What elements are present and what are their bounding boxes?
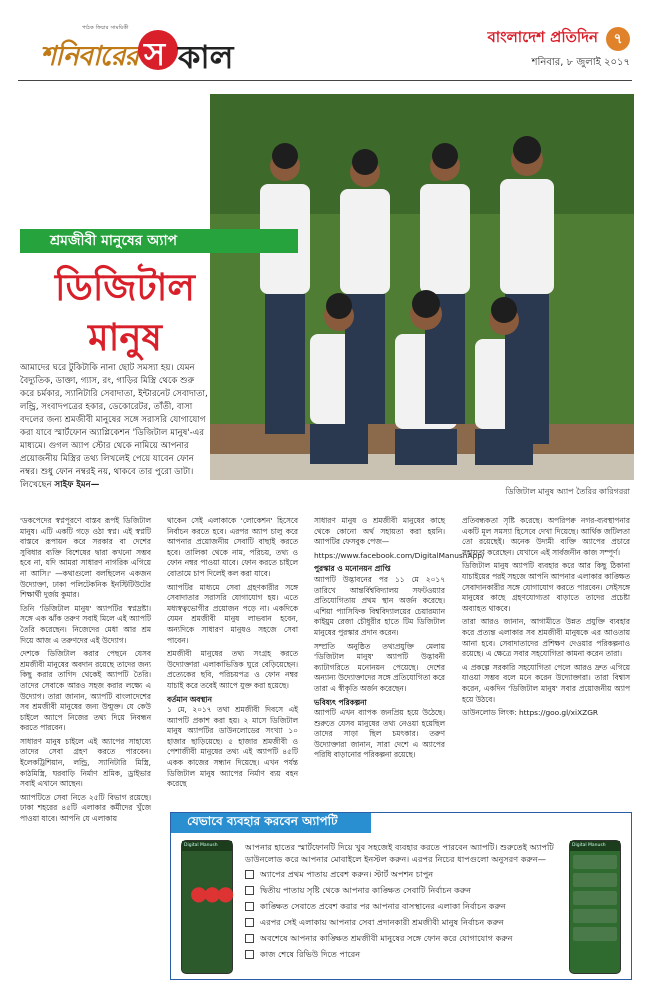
paragraph: তিনি 'ডিজিটাল মানুষ' অ্যাপটির স্বপ্নদ্রষ্টা। সঙ্গে এক ঝাঁক তরুণ সবাই মিলে এই অ্যাপটি তৈরি করেছেন। নিজেদের মেধা আর শ্রম দিয়ে আজ এ তরুণদের এই উদ্যোগ। bbox=[20, 603, 151, 645]
howto-text bbox=[245, 841, 563, 965]
howto-step: অ্যাপের প্রথম পাতায় প্রবেশ করুন। স্টার্ট অপশন চাপুন bbox=[245, 869, 563, 880]
paragraph: ১ মে, ২০১৭ তথা শ্রমজীবী দিবসে এই অ্যাপটি প্রকাশ করা হয়। ২ মাসে ডিজিটাল মানুষ অ্যাপটির ডাউনলোডের সংখ্যা ১০ হাজার ছাড়িয়েছে। ৫ হাজার শ্রমজীবী ও পেশাজীবী মানুষের তথ্য এই অ্যাপটি ৪৫টি একক কাজের সন্ধান দিয়েছে। এখন পর্যন্ত ডিজিটাল মানুষ অ্যাপের নির্মাণ ব্যয় বহন করেছে bbox=[167, 705, 298, 789]
logo-kal: কাল bbox=[178, 38, 234, 76]
paragraph: 'ডকপেদের স্বপ্নপূরণে বাস্তব রূপই ডিজিটাল মানুষ। এটি একটি গড়ে ওঠা স্বপ্ন। এই স্বপ্নটি বাস্তবে রূপায়ন করে সরকার বা দেশের সুবিধার ব্যক্তি বিশেষের দ্বারা কখনো সম্ভব হবে না, যদি আমরা সাধারণ নাগরিক এগিয়ে না আসি।' —কথাগুলো বলছিলেন একজন উদ্যোক্তা, ঢাকা পলিটেকনিক ইনস্টিটিউটের শিক্ষার্থী দুর্জয় কুমার। bbox=[20, 516, 151, 600]
body-column-2 bbox=[167, 516, 298, 806]
phone-app-bar: Digital Manush bbox=[570, 841, 620, 851]
checkbox-icon bbox=[245, 870, 254, 879]
byline: সাইফ ইমন— bbox=[54, 480, 100, 490]
howto-intro: আপনার হাতের স্মার্টফোনটি দিয়ে খুব সহজেই ব্যবহার করতে পারবেন অ্যাপটি। শুরুতেই অ্যাপটি ডাউনলোড করে আপনার মোবাইলে ইনস্টল করুন। এরপর নিচের ধাপগুলো অনুসরণ করুন— bbox=[245, 842, 554, 864]
list-item bbox=[573, 855, 617, 869]
article-headline bbox=[20, 262, 230, 362]
checkbox-icon bbox=[245, 902, 254, 911]
paragraph: সাধারণ মানুষ চাইলে এই অ্যাপের সাহায্যে তাদের সেবা গ্রহণ করতে পারবেন। ইলেকট্রিশিয়ান, লন্ড্রি, স্যানিটারি মিস্ত্রি, কাঠমিস্ত্রি, ঘরবাড়ি নির্মাণ শ্রমিক, ড্রাইভার সবাই এখানে আছেন। bbox=[20, 736, 151, 789]
paragraph: ডিজিটাল মানুষ অ্যাপটি ব্যবহার করে আর কিছু ঠিকানা যাচাইয়ের পরই সহজে আপনি আপনার এলাকার কাঙ্ক্ষিত সেবাদানকারীর সঙ্গে যোগাযোগ করতে পারবেন। সেইসঙ্গে মানুষের কাছে গ্রহণযোগ্যতা বাড়াতে তাদের প্রচেষ্টা অব্যাহত থাকবে। bbox=[462, 561, 630, 613]
paragraph: সাধারণ মানুষ ও শ্রমজীবী মানুষের কাছে থেকে কোনো অর্থ সহায়তা করা হয়নি। অ্যাপটির ফেসবুক পেজ— bbox=[314, 516, 445, 547]
checkbox-icon bbox=[245, 950, 254, 959]
header-divider bbox=[18, 80, 632, 81]
paragraph: অ্যাপটি উদ্ভাবনের পর ১১ মে ২০১৭ তারিখে আন্তর্বিশ্ববিদ্যালয় সফটওয়্যার প্রতিযোগিতায় প্রথম স্থান অর্জন করেছে। এশিয়া প্যাসিফিক বিশ্ববিদ্যালয়ের চেয়ারম্যান কাইয়ুম রেজা চৌধুরীর হাতে টিম ডিজিটাল মানুষের পুরস্কার প্রদান করেন। bbox=[314, 574, 445, 637]
logo-s-letter: স bbox=[144, 35, 166, 73]
paragraph: এ প্রকল্পে সরকারি সহযোগিতা পেলে আরও দ্রুত এগিয়ে যাওয়া সম্ভব বলে মনে করেন উদ্যোক্তারা। তারা বিশ্বাস করেন, একদিন 'ডিজিটাল মানুষ' সবার প্রয়োজনীয় অ্যাপ হয়ে উঠবে। bbox=[462, 662, 630, 704]
download-link[interactable]: ডাউনলোড লিংক: https://goo.gl/xiXZGR bbox=[462, 708, 599, 718]
subheading: ভবিষ্যৎ পরিকল্পনা bbox=[314, 697, 367, 707]
headline-line-1: ডিজিটাল bbox=[55, 265, 195, 309]
masthead bbox=[0, 0, 650, 90]
newspaper-logo bbox=[20, 12, 234, 76]
list-item bbox=[573, 873, 617, 887]
article-intro bbox=[20, 362, 210, 492]
body-column-4 bbox=[462, 516, 630, 806]
phone-screenshot-left bbox=[181, 840, 233, 974]
page-number-badge: ৭ bbox=[606, 27, 630, 51]
facebook-link[interactable]: https://www.facebook.com/DigitalManushApp/ bbox=[314, 550, 485, 560]
people-icon: ●●● bbox=[190, 881, 231, 905]
body-column-3 bbox=[314, 516, 485, 806]
howto-box bbox=[170, 812, 632, 980]
list-item bbox=[573, 927, 617, 941]
paragraph: প্রতিবন্ধকতা সৃষ্টি করেছে। অপরিপক্ব নগর-ব্যবস্থাপনার একটি মূল সমস্যা হিসেবে দেখা দিয়েছে। আর্থিক জটিলতা তো রয়েছেই। অনেক উদ্যমী ব্যক্তি অ্যাপের প্রচারে সহায়তা করেছেন। যেখানে এই সার্বজনীন কাজ সম্পূর্ণ। bbox=[462, 516, 630, 557]
photo-caption: ডিজিটাল মানুষ অ্যাপ তৈরির কারিগররা bbox=[505, 487, 630, 496]
list-item bbox=[573, 891, 617, 905]
paragraph: শ্রমজীবী মানুষের তথ্য সংগ্রহ করতে উদ্যোক্তারা এলাকাভিত্তিক ঘুরে বেড়িয়েছেন। প্রত্যেকের ছবি, পরিচয়পত্র ও ফোন নম্বর যাচাই করে তবেই অ্যাপে যুক্ত করা হয়েছে। bbox=[167, 649, 298, 690]
body-column-1 bbox=[20, 516, 151, 930]
paragraph: অ্যাপটিতে সেবা নিতে ২৫টি বিভাগ রয়েছে। ঢাকা শহরের ৪৫টি এলাকার কর্মীদের খুঁজে পাওয়া যাবে। আপনি যে এলাকায় bbox=[20, 792, 151, 824]
phone-screenshot-right bbox=[569, 840, 621, 974]
paragraph: অ্যাপটি এখন ব্যাপক জনপ্রিয় হয়ে উঠেছে। শুরুতে যেসব মানুষের তথ্য নেওয়া হয়েছিল তাদের সাড়া ছিল চমৎকার। তরুণ উদ্যোক্তারা জানান, সারা দেশে এ অ্যাপের পরিধি বাড়ানোর পরিকল্পনা রয়েছে। bbox=[314, 708, 445, 760]
logo-tagline: পাঠক ফিচার সাময়িকী bbox=[82, 25, 129, 31]
intro-text: আমাদের ঘরে টুকিটাকি নানা ছোট সমস্যা হয়। যেমন বৈদ্যুতিক, ডাক্তা, গ্যাস, রং, গাড়ির মিস্ত্রি থেকে শুরু করে চর্মকার, স্যানিটারি সেবাদাতা, ইন্টারনেট সেবাদাতা, লন্ড্রি, সংবাদপত্রের হকার, ডেকোরেটর, তাঁতী, বাসা বদলের জন্য শ্রমজীবী মানুষের সঙ্গে সরাসরি যোগাযোগ করা যাবে স্মার্টফোন অ্যাপ্লিকেশন 'ডিজিটাল মানুষ'-এর মাধ্যমে। গুগল অ্যাপ স্টোর থেকে নামিয়ে আপনার প্রয়োজনীয় মিস্ত্রির তথ্য লিখলেই পেয়ে যাবেন ফোন নম্বর। শুধু ফোন নম্বরই নয়, থাকবে তার পুরো ডাটা। লিখেছেন bbox=[20, 363, 208, 490]
paragraph: সম্প্রতি অনুষ্ঠিত তথ্যপ্রযুক্তি মেলায় 'ডিজিটাল মানুষ' অ্যাপটি উদ্ভাবনী ক্যাটাগরিতে মনোনয়ন পেয়েছে। দেশের অন্যান্য উদ্যোক্তাদের সঙ্গে প্রতিযোগিতা করে তারা এ স্বীকৃতি অর্জন করেছেন। bbox=[314, 641, 445, 693]
howto-step: অবশেষে আপনার কাঙ্ক্ষিত শ্রমজীবী মানুষের সঙ্গে ফোন করে যোগাযোগ করুন bbox=[245, 933, 563, 944]
howto-title: যেভাবে ব্যবহার করবেন অ্যাপটি bbox=[171, 813, 371, 833]
subheading: বর্তমান অবস্থান bbox=[167, 694, 212, 704]
howto-step: কাঙ্ক্ষিত সেবাতে প্রবেশ করার পর আপনার বাসস্থানের এলাকা নির্বাচন করুন bbox=[245, 901, 563, 912]
team-photo bbox=[210, 94, 634, 480]
howto-step: কাজ শেষে রিভিউ দিতে পারেন bbox=[245, 949, 563, 960]
paragraph: থাকেন সেই এলাকাকে 'লোকেশন' হিসেবে নির্বাচন করতে হবে। এরপর অ্যাপ চালু করে আপনার প্রয়োজনীয় সেবাটি বাছাই করতে হবে। তালিকা থেকে নাম, পরিচয়, তথ্য ও ফোন নম্বর পাওয়া যাবে। ফোন করতে চাইলে বোতামে চাপ দিলেই কল করা যাবে। bbox=[167, 516, 298, 578]
checkbox-icon bbox=[245, 918, 254, 927]
headline-line-2: মানুষ bbox=[88, 315, 162, 359]
checkbox-icon bbox=[245, 934, 254, 943]
phone-list bbox=[570, 855, 620, 941]
paragraph: তারা আরও জানান, আগামীতে উন্নত প্রযুক্তি ব্যবহার করে প্রত্যন্ত এলাকার সব শ্রমজীবী মানুষকে এর আওতায় আনা হবে। সেবাদাতাদের প্রশিক্ষণ দেওয়ার পরিকল্পনাও রয়েছে। এ ক্ষেত্রে সবার সহযোগিতা কামনা করেন তারা। bbox=[462, 617, 630, 659]
brand-name: বাংলাদেশ প্রতিদিন bbox=[487, 28, 598, 46]
howto-step: এরপর সেই এলাকায় আপনার সেবা প্রদানকারী শ্রমজীবী মানুষ নির্বাচন করুন bbox=[245, 917, 563, 928]
team-photo-illustration bbox=[210, 94, 634, 480]
howto-step: দ্বিতীয় পাতায় সৃষ্টি থেকে আপনার কাঙ্ক্ষিত সেবাটি নির্বাচন করুন bbox=[245, 885, 563, 896]
phone-app-bar: Digital Manush bbox=[182, 841, 232, 851]
checkbox-icon bbox=[245, 886, 254, 895]
paragraph: অ্যাপটির মাধ্যমে সেবা গ্রহণকারীর সঙ্গে সেবাদাতার সরাসরি যোগাযোগ হয়। এতে মধ্যস্বত্বভোগীর প্রয়োজন পড়ে না। একদিকে যেমন শ্রমজীবী মানুষ লাভবান হবেন, অন্যদিকে সাধারণ মানুষও সহজে সেবা পাবেন। bbox=[167, 582, 298, 645]
logo-weekday: শনিবারের bbox=[40, 41, 139, 72]
issue-date: শনিবার, ৮ জুলাই ২০১৭ bbox=[531, 57, 630, 68]
brand-block bbox=[487, 26, 630, 51]
subheading: পুরস্কার ও মনোনয়ন প্রাপ্তি bbox=[314, 564, 391, 574]
paragraph: দেশকে ডিজিটাল করার পেছনে যেসব শ্রমজীবী মানুষের অবদান রয়েছে তাদের জন্য কিছু করার তাগিদ থেকেই অ্যাপটি তৈরি। তাদের সেবাকে আরও সহজ করার লক্ষ্যে এ উদ্যোগ। তারা জানান, অ্যাপটি বাংলাদেশের সব শ্রমজীবী মানুষের জন্য উন্মুক্ত। যে কেউ চাইলে অ্যাপে নিজের তথ্য দিয়ে নিবন্ধন করতে পারবেন। bbox=[20, 649, 151, 733]
article-kicker: শ্রমজীবী মানুষের অ্যাপ bbox=[20, 229, 298, 253]
list-item bbox=[573, 909, 617, 923]
